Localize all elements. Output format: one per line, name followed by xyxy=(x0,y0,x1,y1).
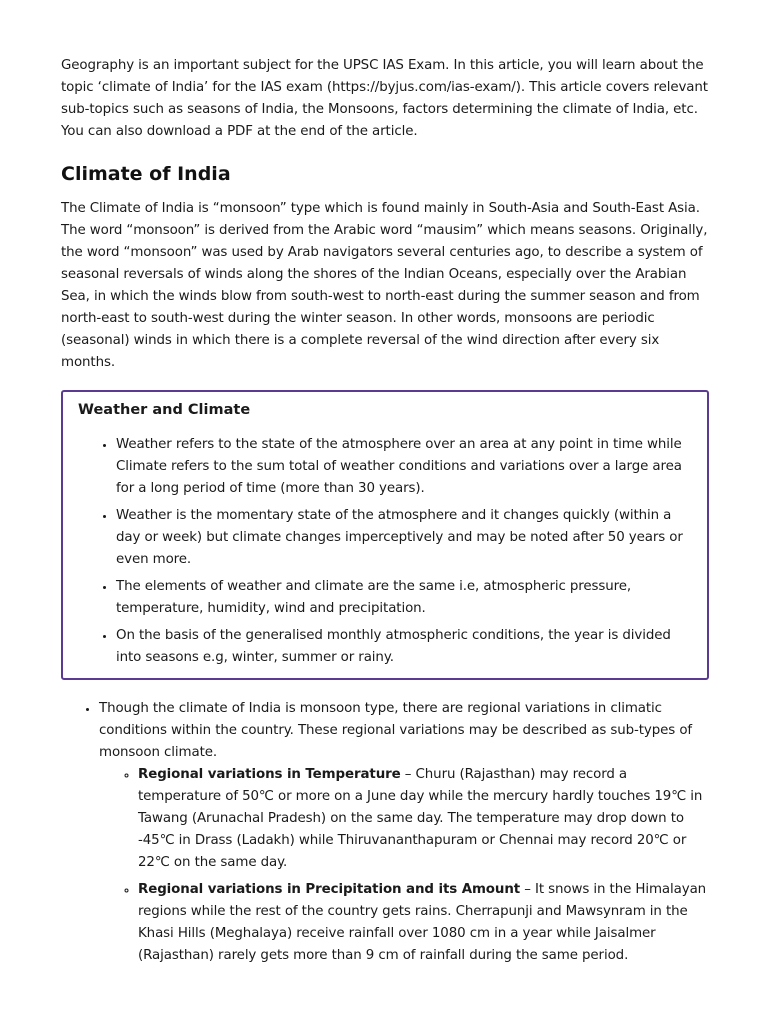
item-text: – It snows in the Himalayan regions while the rest of the country gets rains. Cherrapunji and Mawsynram in the Khasi Hills (Meghalaya) receive rainfall over 1080 cm in a year while Jaisalmer (Rajasthan) rarely gets more than 9 cm of rainfall during the same period. xyxy=(138,882,707,963)
regional-intro: Though the climate of India is monsoon type, there are regional variations in climatic conditions within the country. These regional variations may be described as sub-types of monsoon climate. xyxy=(99,701,693,760)
box-title: Weather and Climate xyxy=(78,402,251,418)
article-content xyxy=(61,55,711,972)
list-item xyxy=(138,764,711,874)
list-item: • Weather is the momentary state of the atmosphere and it changes quickly (within a day or week) but climate changes imperceptively and may be noted after 50 years or even more. xyxy=(116,505,692,571)
box-list xyxy=(78,434,692,669)
list-item xyxy=(99,698,711,967)
item-heading: Regional variations in Temperature xyxy=(138,767,401,782)
intro-paragraph: Geography is an important subject for the UPSC IAS Exam. In this article, you will learn about the topic ‘climate of India’ for the IAS exam (https://byjus.com/ias-exam/). This article covers relevant sub-topics such as seasons of India, the Monsoons, factors determining the climate of India, etc. You can also download a PDF at the end of the article. xyxy=(61,58,708,139)
item-heading: Regional variations in Precipitation and its Amount xyxy=(138,882,521,897)
section-heading: Climate of India xyxy=(61,163,231,185)
list-item xyxy=(138,879,711,967)
regional-sub-list xyxy=(99,764,711,967)
list-item: • On the basis of the generalised monthly atmospheric conditions, the year is divided into seasons e.g, winter, summer or rainy. xyxy=(116,625,692,669)
regional-list xyxy=(61,698,711,967)
list-item: • Weather refers to the state of the atmosphere over an area at any point in time while Climate refers to the sum total of weather conditions and variations over a large area for a long period of time (more than 30 years). xyxy=(116,434,692,500)
climate-paragraph: The Climate of India is “monsoon” type which is found mainly in South-Asia and South-East Asia. The word “monsoon” is derived from the Arabic word “mausim” which means seasons. Originally, the word “monsoon” was used by Arab navigators several centuries ago, to describe a system of seasonal reversals of winds along the shores of the Indian Oceans, especially over the Arabian Sea, in which the winds blow from south-west to north-east during the summer season and from north-east to south-west during the winter season. In other words, monsoons are periodic (seasonal) winds in which there is a complete reversal of the wind direction after every six months. xyxy=(61,201,708,370)
weather-climate-box xyxy=(61,390,709,680)
list-item: • The elements of weather and climate are the same i.e, atmospheric pressure, temperature, humidity, wind and precipitation. xyxy=(116,576,692,620)
item-text: – Churu (Rajasthan) may record a temperature of 50℃ or more on a June day while the mercury hardly touches 19℃ in Tawang (Arunachal Pradesh) on the same day. The temperature may drop down to -45℃ in Drass (Ladakh) while Thiruvananthapuram or Chennai may record 20℃ or 22℃ on the same day. xyxy=(138,767,703,870)
